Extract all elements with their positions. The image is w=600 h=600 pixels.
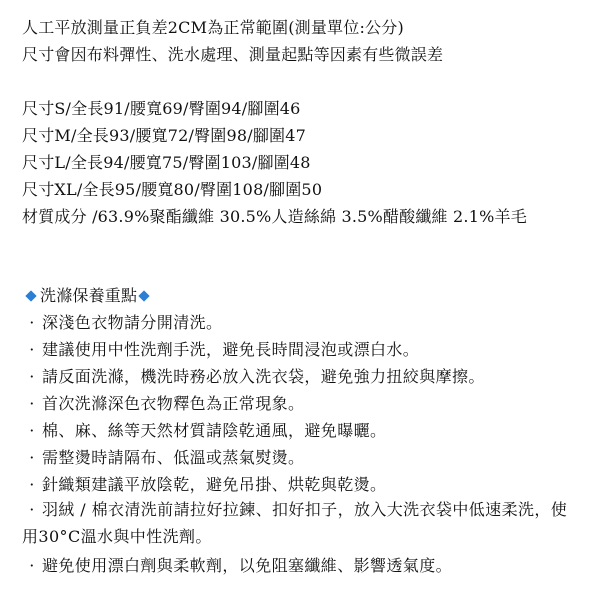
bullet-dot: · (29, 394, 35, 413)
diamond-icon (139, 290, 150, 301)
care-item (22, 556, 452, 576)
care-item (22, 340, 419, 360)
size-row-l: 尺寸L/全長94/腰寬75/臀圍103/腳圍48 (22, 153, 311, 172)
care-heading (24, 286, 153, 306)
size-row-m: 尺寸M/全長93/腰寬72/臀圍98/腳圍47 (22, 126, 306, 145)
care-item-text: 首次洗滌深色衣物釋色為正常現象。 (42, 394, 305, 413)
bullet-dot: · (29, 421, 35, 440)
material-composition: 材質成分 /63.9%聚酯纖維 30.5%人造絲綿 3.5%醋酸纖維 2.1%羊毛 (22, 207, 527, 226)
bullet-dot: · (29, 475, 35, 494)
care-item (22, 421, 386, 441)
size-row-s: 尺寸S/全長91/腰寬69/臀圍94/腳圍46 (22, 99, 301, 118)
care-item (22, 448, 304, 468)
care-item-text: 深淺色衣物請分開清洗。 (42, 313, 223, 332)
care-item-text: 羽絨 / 棉衣清洗前請拉好拉鍊、扣好扣子，放入大洗衣袋中低速柔洗，使用30°C溫水與中性洗劑。 (22, 500, 568, 546)
diamond-icon (25, 290, 36, 301)
care-item-text: 針織類建議平放陰乾，避免吊掛、烘乾與乾燙。 (42, 475, 387, 494)
bullet-dot: · (29, 448, 35, 467)
care-item-text: 請反面洗滌，機洗時務必放入洗衣袋，避免強力扭絞與摩擦。 (42, 367, 485, 386)
bullet-dot: · (29, 340, 35, 359)
care-heading-text: 洗滌保養重點 (40, 286, 138, 305)
care-item-text: 避免使用漂白劑與柔軟劑，以免阻塞纖維、影響透氣度。 (42, 556, 453, 575)
care-item-text: 建議使用中性洗劑手洗，避免長時間浸泡或漂白水。 (42, 340, 420, 359)
care-item-text: 需整燙時請隔布、低溫或蒸氣熨燙。 (42, 448, 305, 467)
bullet-dot: · (29, 367, 35, 386)
care-item (22, 496, 582, 550)
care-item (22, 313, 222, 333)
size-row-xl: 尺寸XL/全長95/腰寬80/臀圍108/腳圍50 (22, 180, 323, 199)
bullet-dot: · (29, 500, 35, 519)
bullet-dot: · (29, 313, 35, 332)
care-item (22, 475, 386, 495)
bullet-dot: · (29, 556, 35, 575)
measurement-note-1: 人工平放測量正負差2CM為正常範圍(測量單位:公分) (22, 18, 404, 37)
measurement-note-2: 尺寸會因布料彈性、洗水處理、測量起點等因素有些微誤差 (22, 45, 444, 64)
care-item-text: 棉、麻、絲等天然材質請陰乾通風，避免曝曬。 (42, 421, 387, 440)
care-item (22, 394, 304, 414)
care-item (22, 367, 485, 387)
